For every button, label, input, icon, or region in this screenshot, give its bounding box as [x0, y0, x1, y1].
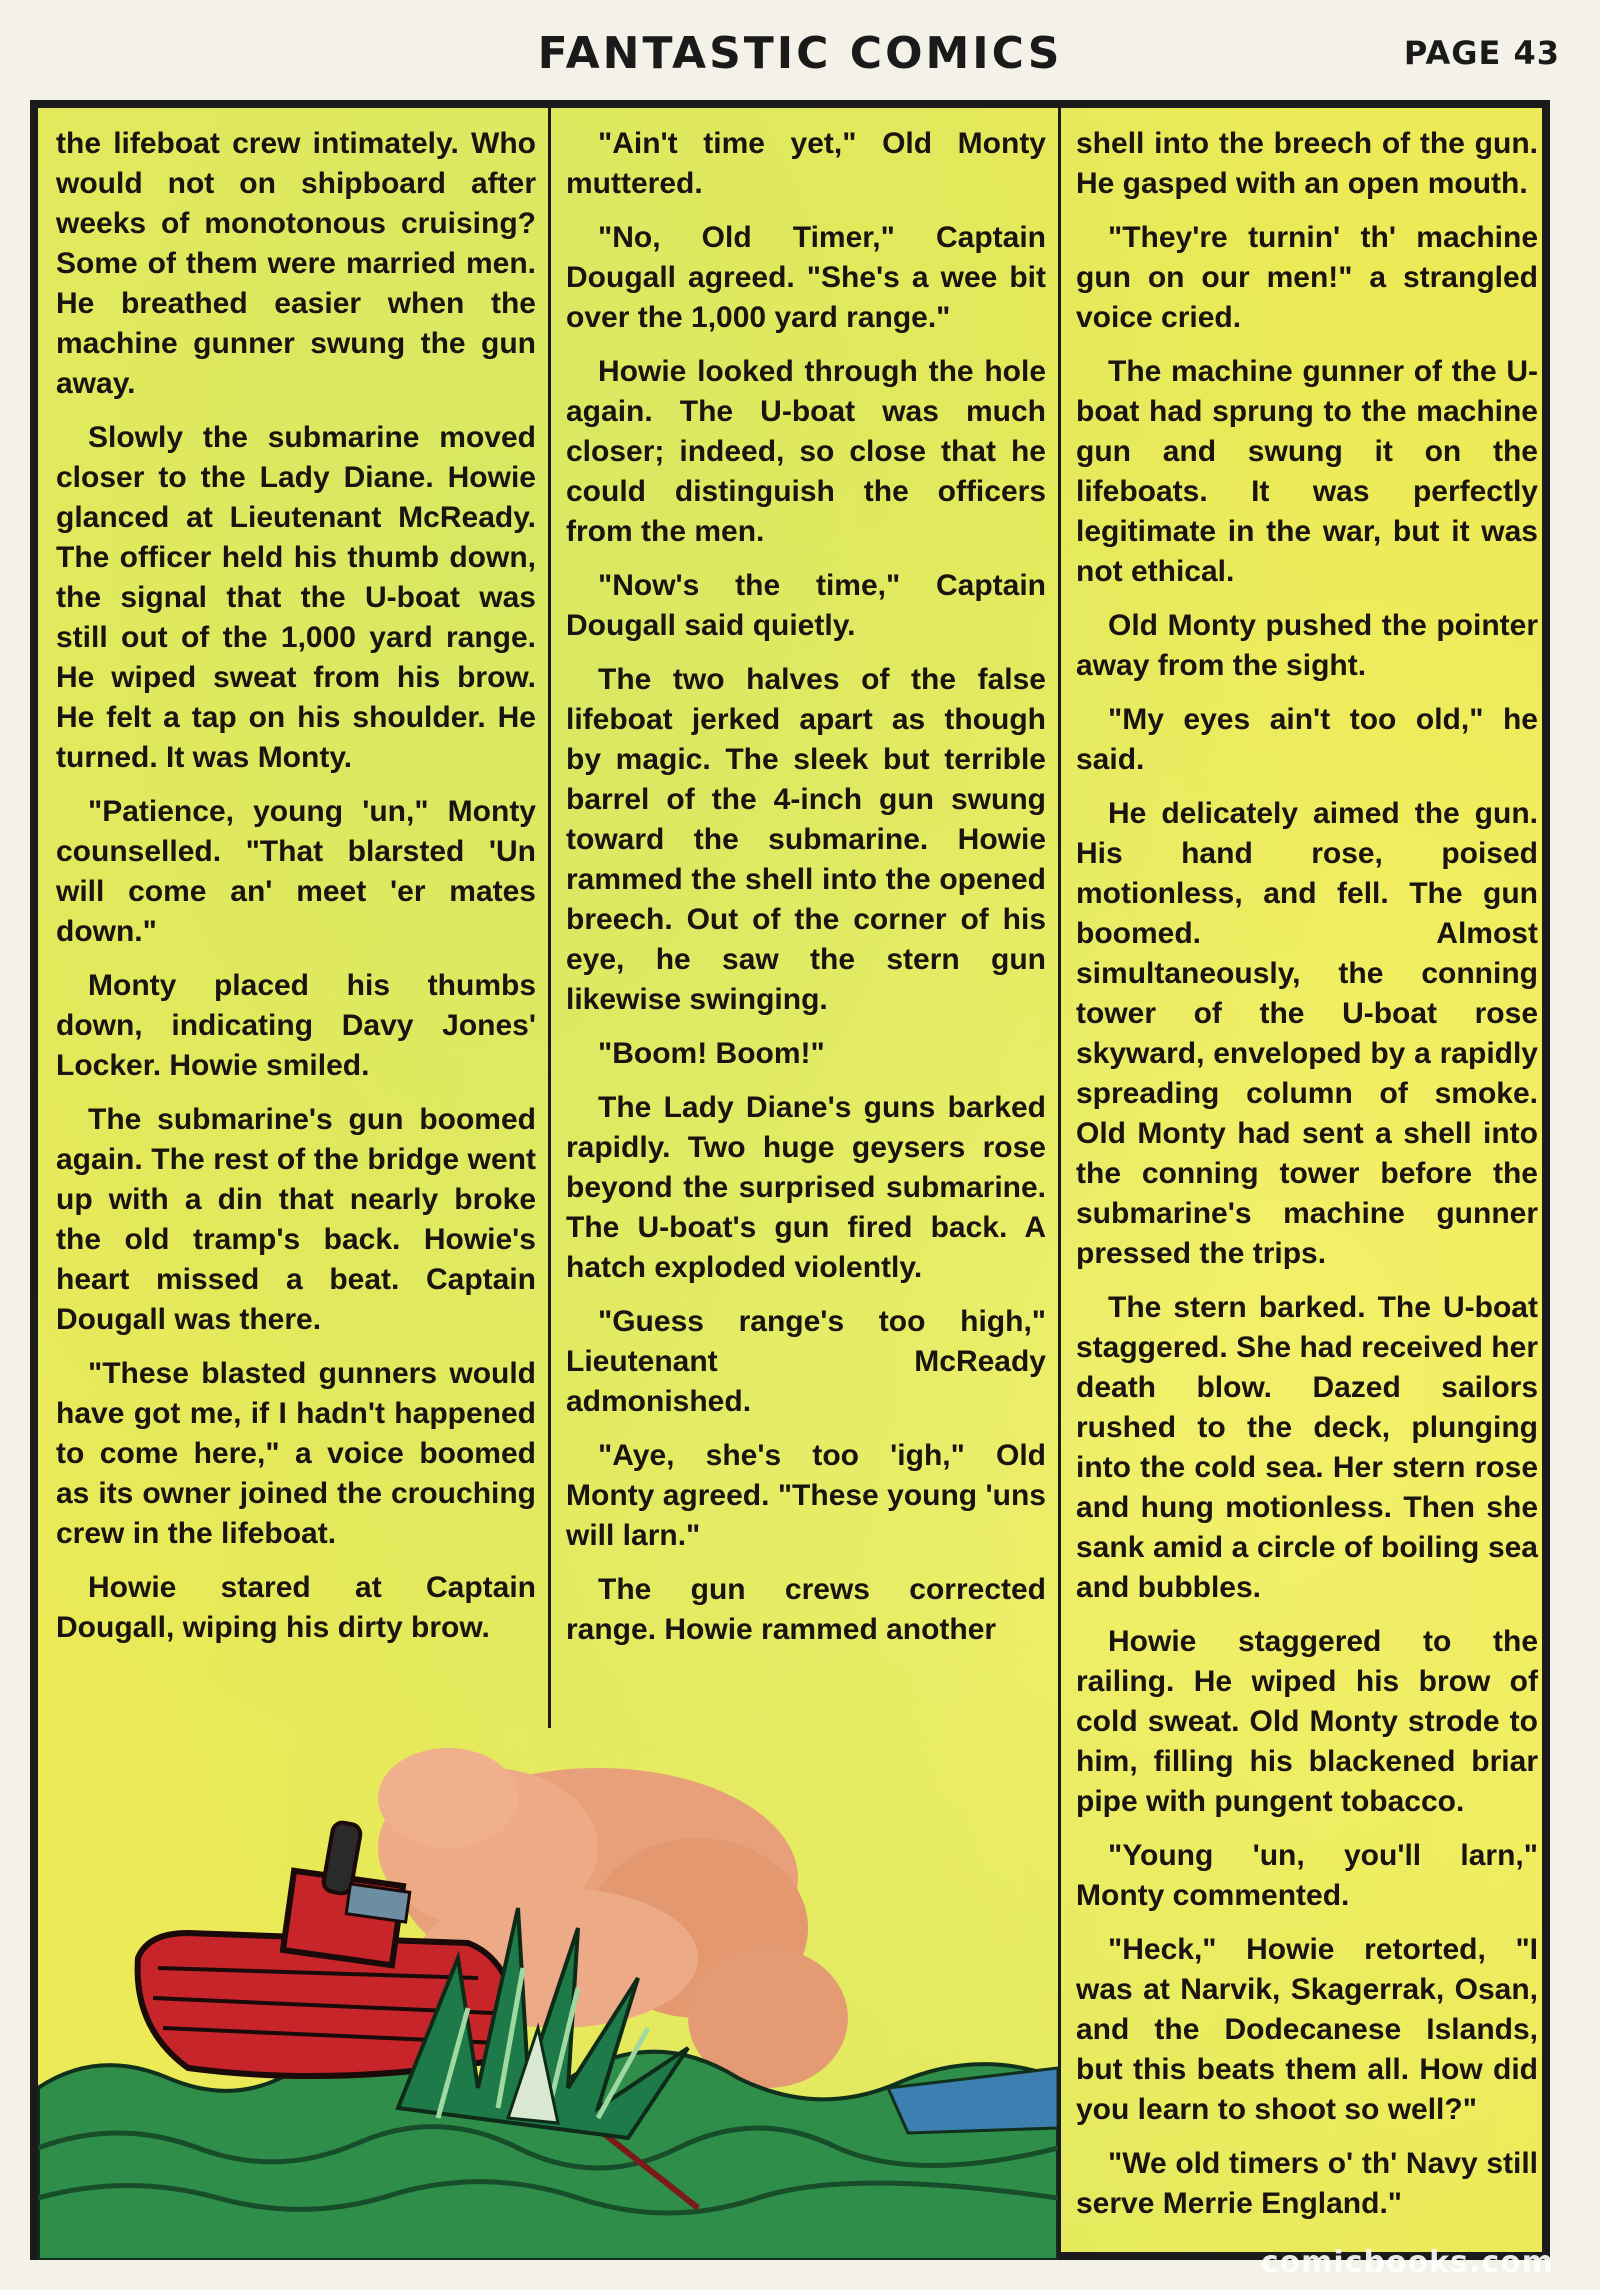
paragraph: the lifeboat crew intimately. Who would not on shipboard after weeks of monotonous cruising? Some of them were married men. He breathed easier when the machine gunner swung the gun away. — [56, 127, 536, 400]
paragraph: The stern barked. The U-boat staggered. She had received her death blow. Dazed sailors rushed to the deck, plunging into the cold sea. Her stern rose and hung motionless. Then she sank amid a circle of boiling sea and bubbles. — [1076, 1291, 1538, 1604]
paragraph: The submarine's gun boomed again. The rest of the bridge went up with a din that nearly broke the old tramp's back. Howie's heart missed a beat. Captain Dougall was there. — [56, 1103, 536, 1336]
text-column-2 — [566, 124, 1046, 1664]
paragraph: "Now's the time," Captain Dougall said quietly. — [566, 569, 1046, 642]
watermark: comicbooks.com — [1260, 2245, 1554, 2280]
paragraph: "My eyes ain't too old," he said. — [1076, 703, 1538, 776]
paragraph: Old Monty pushed the pointer away from the sight. — [1076, 609, 1538, 682]
paragraph: Slowly the submarine moved closer to the Lady Diane. Howie glanced at Lieutenant McReady. The officer held his thumb down, the signal that the U-boat was still out of the 1,000 yard range. He wiped sweat from his brow. He felt a tap on his shoulder. He turned. It was Monty. — [56, 421, 536, 774]
paragraph: "Patience, young 'un," Monty counselled. "That blarsted 'Un will come an' meet 'er mates down." — [56, 795, 536, 948]
column-divider — [1058, 108, 1061, 2252]
paragraph: The two halves of the false lifeboat jerked apart as though by magic. The sleek but terrible barrel of the 4-inch gun swung toward the submarine. Howie rammed the shell into the opened breech. Out of the corner of his eye, he saw the stern gun likewise swinging. — [566, 663, 1046, 1016]
text-column-3 — [1076, 124, 1538, 2238]
paragraph: "Aye, she's too 'igh," Old Monty agreed. "These young 'uns will larn." — [566, 1439, 1046, 1552]
paragraph: Howie staggered to the railing. He wiped his brow of cold sweat. Old Monty strode to him, filling his blackened briar pipe with pungent tobacco. — [1076, 1625, 1538, 1818]
page-number: PAGE 43 — [1403, 34, 1560, 72]
paragraph: Howie stared at Captain Dougall, wiping his dirty brow. — [56, 1571, 536, 1644]
paragraph: "Heck," Howie retorted, "I was at Narvik, Skagerrak, Osan, and the Dodecanese Islands, but this beats them all. How did you learn to shoot so well?" — [1076, 1933, 1538, 2126]
column-divider — [548, 108, 551, 1728]
page-header — [0, 0, 1600, 100]
paragraph: "These blasted gunners would have got me, if I hadn't happened to come here," a voice boomed as its owner joined the crouching crew in the lifeboat. — [56, 1357, 536, 1550]
text-panel — [30, 100, 1550, 2260]
paragraph: The gun crews corrected range. Howie rammed another — [566, 1573, 1046, 1646]
paragraph: Howie looked through the hole again. The U-boat was much closer; indeed, so close that he could distinguish the officers from the men. — [566, 355, 1046, 548]
paragraph: "Boom! Boom!" — [598, 1037, 825, 1070]
paragraph: "We old timers o' th' Navy still serve Merrie England." — [1076, 2147, 1538, 2220]
paragraph: He delicately aimed the gun. His hand rose, poised motionless, and fell. The gun boomed. Almost simultaneously, the conning tower of the U-boat rose skyward, enveloped by a rapidly spreading column of smoke. Old Monty had sent a shell into the conning tower before the submarine's machine gunner pressed the trips. — [1076, 797, 1538, 1270]
paragraph: The Lady Diane's guns barked rapidly. Two huge geysers rose beyond the surprised submarine. The U-boat's gun fired back. A hatch exploded violently. — [566, 1091, 1046, 1284]
paragraph: "Guess range's too high," Lieutenant McReady admonished. — [566, 1305, 1046, 1418]
paragraph: The machine gunner of the U-boat had sprung to the machine gun and swung it on the lifeboats. It was perfectly legitimate in the war, but it was not ethical. — [1076, 355, 1538, 588]
paragraph: Monty placed his thumbs down, indicating Davy Jones' Locker. Howie smiled. — [56, 969, 536, 1082]
paragraph: "They're turnin' th' machine gun on our men!" a strangled voice cried. — [1076, 221, 1538, 334]
magazine-title: FANTASTIC COMICS — [537, 28, 1063, 79]
text-column-1 — [56, 124, 536, 1662]
paragraph: "Young 'un, you'll larn," Monty commented. — [1076, 1839, 1538, 1912]
paragraph: "No, Old Timer," Captain Dougall agreed. "She's a wee bit over the 1,000 yard range." — [566, 221, 1046, 334]
paragraph: shell into the breech of the gun. He gasped with an open mouth. — [1076, 127, 1538, 200]
submarine-illustration — [38, 1728, 1058, 2260]
paragraph: "Ain't time yet," Old Monty muttered. — [566, 127, 1046, 200]
